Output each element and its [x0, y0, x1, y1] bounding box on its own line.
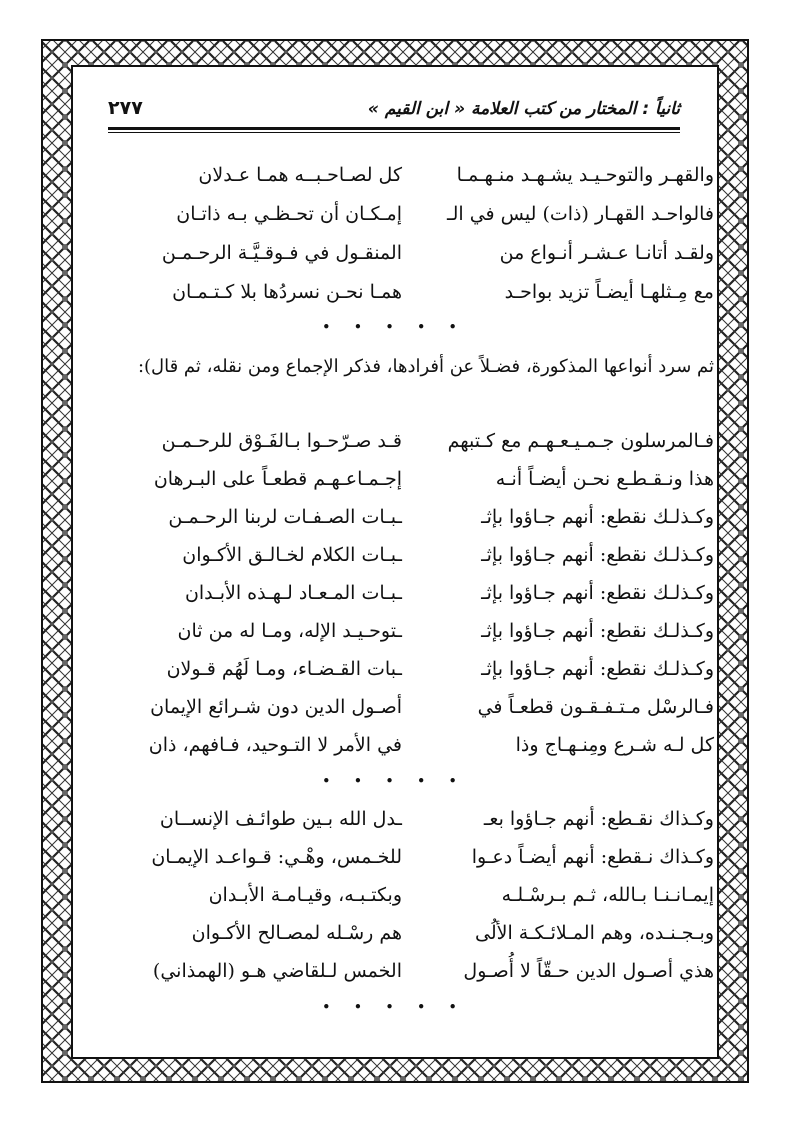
- verse-first-hemistich: مع مِـثلهـا أيضـاً تزيد بواحـد: [504, 281, 714, 303]
- verse-second-hemistich: ـبـات الكلام لخـالـق الأكـوان: [182, 544, 402, 566]
- header-rule-thin: [108, 132, 680, 133]
- verse-second-hemistich: كل لصـاحـبــه همـا عـدلان: [198, 164, 402, 186]
- verse-second-hemistich: في الأمر لا التـوحيد، فـافهم، ذان: [148, 734, 402, 756]
- verse-line: [112, 502, 714, 540]
- verse-first-hemistich: فـالرسْل مـتـفـقـون قطعـاً في: [477, 696, 714, 718]
- page-number: ٢٧٧: [108, 97, 143, 119]
- verse-second-hemistich: ـتوحـيـد الإله، ومـا له من ثان: [177, 620, 402, 642]
- verse-line: [112, 199, 714, 237]
- verse-second-hemistich: ـبـات الصـفـات لربنا الرحـمـن: [168, 506, 402, 528]
- verse-line: [112, 692, 714, 730]
- verse-first-hemistich: وكـذلـك نقطع: أنهم جـاؤوا بإثـ: [481, 506, 714, 528]
- verse-first-hemistich: إيمـانـنـا بـالله، ثـم بـرسْـلـه: [501, 884, 714, 906]
- verse-line: [112, 426, 714, 464]
- verse-line: [112, 277, 714, 315]
- verse-second-hemistich: همـا نحـن نسردُها بلا كـتـمـان: [172, 281, 402, 303]
- verse-second-hemistich: ـدل الله بـين طوائـف الإنســان: [159, 808, 402, 830]
- header-rule-thick: [108, 127, 680, 130]
- verse-line: [112, 730, 714, 768]
- verse-second-hemistich: أصـول الدين دون شـرائع الإيمان: [150, 696, 402, 718]
- section-separator: • • • • •: [321, 772, 467, 790]
- verse-second-hemistich: ـبـات المـعـاد لـهـذه الأبـدان: [184, 582, 402, 604]
- verse-line: [112, 654, 714, 692]
- verse-first-hemistich: ولقـد أتانـا عـشـر أنـواع من: [499, 242, 714, 264]
- verse-second-hemistich: هم رسْـله لمصـالح الأكـوان: [191, 922, 402, 944]
- verse-line: [112, 616, 714, 654]
- verse-second-hemistich: الخمس لـلقاضي هـو (الهمذاني): [152, 960, 402, 982]
- verse-first-hemistich: وكـذلـك نقطع: أنهم جـاؤوا بإثـ: [481, 658, 714, 680]
- verse-line: [112, 880, 714, 918]
- verse-first-hemistich: وكـذاك نـقطع: أنهم أيضـاً دعـوا: [471, 846, 714, 868]
- verse-second-hemistich: ـبات القـضـاء، ومـا لَهُم قـولان: [166, 658, 402, 680]
- verse-first-hemistich: وكـذاك نقـطع: أنهم جـاؤوا بعـ: [483, 808, 714, 830]
- verse-first-hemistich: وكـذلـك نقطع: أنهم جـاؤوا بإثـ: [481, 620, 714, 642]
- verse-line: [112, 238, 714, 276]
- page-header: [108, 97, 680, 125]
- prose-paragraph: ثم سرد أنواعها المذكورة، فضـلاً عن أفرادها، فذكر الإجماع ومن نقله، ثم قال):: [137, 356, 714, 377]
- verse-line: [112, 160, 714, 198]
- verse-first-hemistich: فالواحـد القهـار (ذات) ليس في الـ: [447, 203, 714, 225]
- verse-first-hemistich: وكـذلـك نقطع: أنهم جـاؤوا بإثـ: [481, 544, 714, 566]
- verse-first-hemistich: والقهـر والتوحـيـد يشـهـد منـهـمـا: [456, 164, 714, 186]
- running-title: ثانياً : المختار من كتب العلامة « ابن القيم »: [367, 99, 680, 119]
- verse-line: [112, 464, 714, 502]
- verse-line: [112, 956, 714, 994]
- verse-first-hemistich: هذي أصـول الدين حـقّاً لا أُصـول: [463, 960, 714, 982]
- verse-second-hemistich: للخـمس، وهْـي: قـواعـد الإيمـان: [151, 846, 402, 868]
- verse-first-hemistich: هذا ونـقـطـع نحـن أيضـاً أنـه: [495, 468, 714, 490]
- verse-first-hemistich: كل لـه شـرع ومِنـهـاج وذا: [515, 734, 714, 756]
- verse-line: [112, 540, 714, 578]
- verse-line: [112, 842, 714, 880]
- verse-first-hemistich: وكـذلـك نقطع: أنهم جـاؤوا بإثـ: [481, 582, 714, 604]
- verse-line: [112, 578, 714, 616]
- verse-line: [112, 804, 714, 842]
- section-separator: • • • • •: [321, 998, 467, 1016]
- verse-second-hemistich: المنقـول في فـوقـيَّـة الرحـمـن: [161, 242, 402, 264]
- verse-second-hemistich: قـد صـرّحـوا بـالفَـوْق للرحـمـن: [161, 430, 402, 452]
- section-separator: • • • • •: [321, 318, 467, 336]
- verse-second-hemistich: إمـكـان أن تحـظـي بـه ذاتـان: [176, 203, 402, 225]
- verse-second-hemistich: وبكتـبـه، وقيـامـة الأبـدان: [208, 884, 402, 906]
- verse-line: [112, 918, 714, 956]
- verse-second-hemistich: إجـمـاعـهـم قطعـاً على البـرهان: [153, 468, 402, 490]
- verse-first-hemistich: فـالمرسلون جـمـيـعـهـم مع كـتبهم: [447, 430, 714, 452]
- verse-first-hemistich: وبـجـنـده، وهم المـلائـكـة الألُى: [475, 922, 714, 944]
